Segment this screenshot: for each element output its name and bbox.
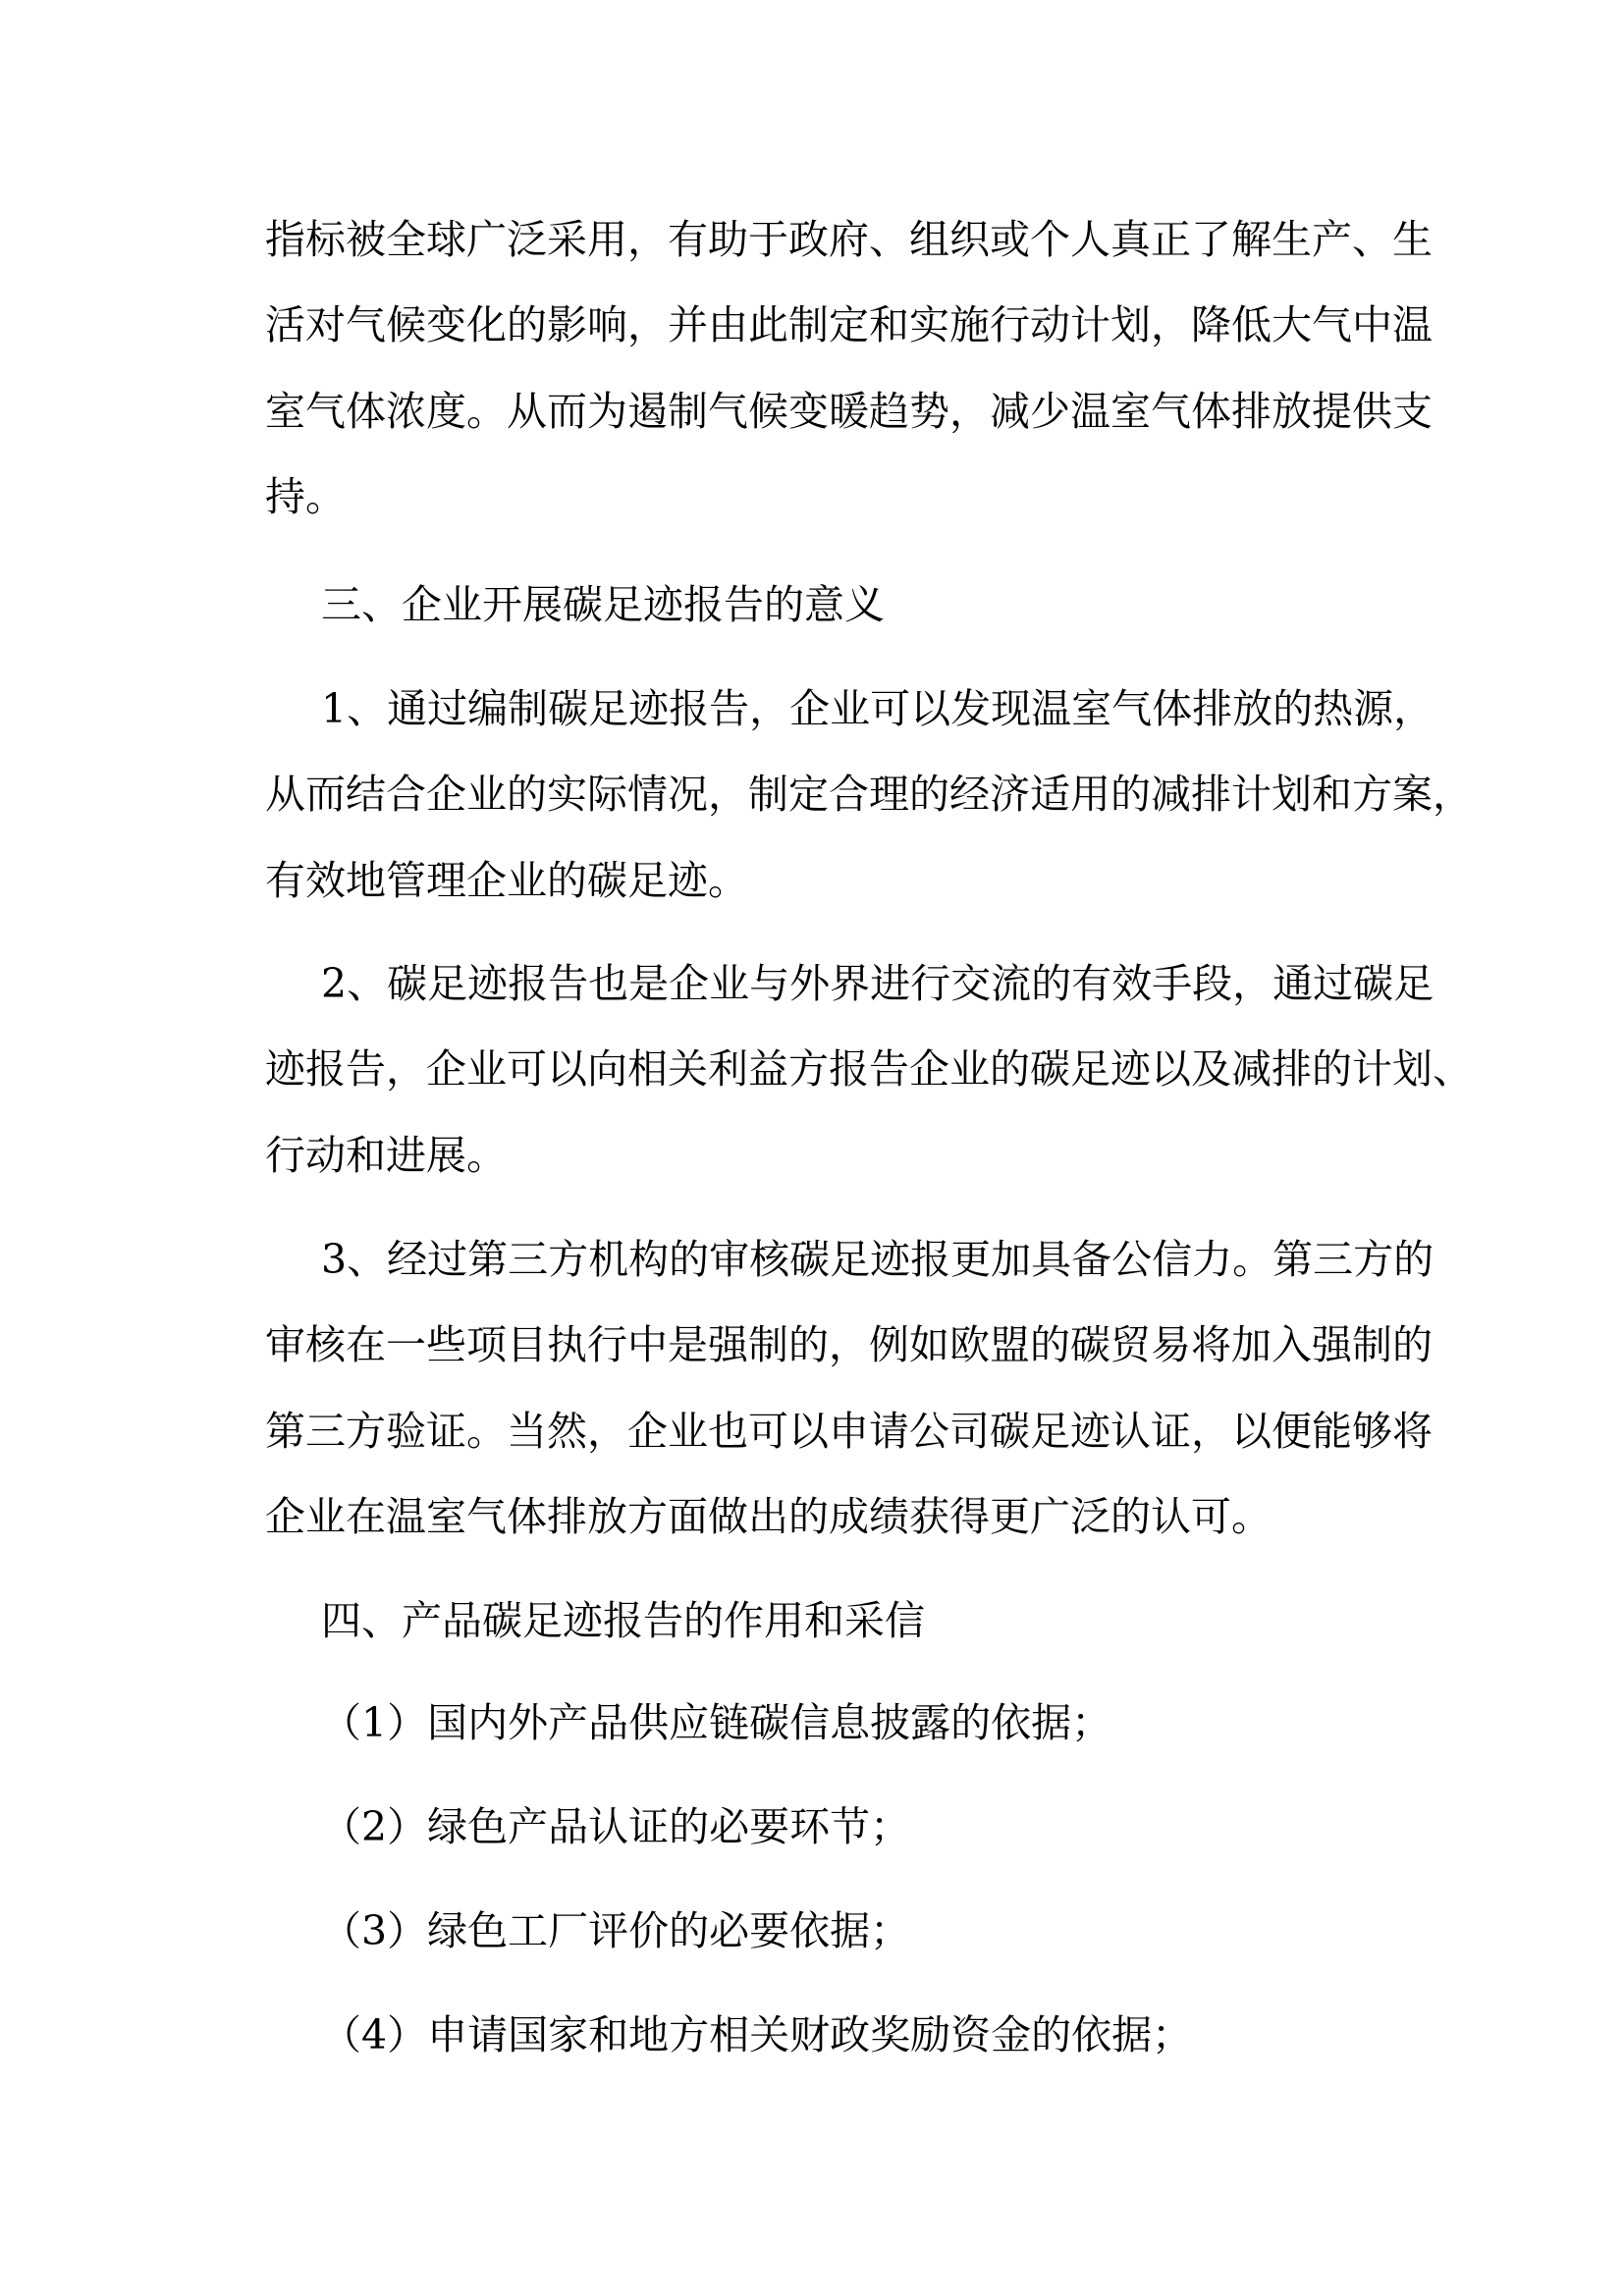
intro-line-1: 指标被全球广泛采用，有助于政府、组织或个人真正了解生产、生	[265, 216, 1433, 263]
list-item-1: （1）国内外产品供应链碳信息披露的依据；	[321, 1699, 1112, 1746]
item-3-line-4: 企业在温室气体排放方面做出的成绩获得更广泛的认可。	[265, 1493, 1272, 1540]
list-item-2: （2）绿色产品认证的必要环节；	[321, 1803, 911, 1850]
intro-line-2: 活对气候变化的影响，并由此制定和实施行动计划，降低大气中温	[265, 301, 1433, 348]
item-2-line-1: 2、碳足迹报告也是企业与外界进行交流的有效手段，通过碳足	[321, 960, 1435, 1007]
intro-line-3: 室气体浓度。从而为遏制气候变暖趋势，减少温室气体排放提供支	[265, 388, 1433, 435]
item-1-line-3: 有效地管理企业的碳足迹。	[265, 857, 748, 904]
item-3-line-3: 第三方验证。当然，企业也可以申请公司碳足迹认证，以便能够将	[265, 1408, 1433, 1455]
list-item-4: （4）申请国家和地方相关财政奖励资金的依据；	[321, 2011, 1193, 2058]
list-item-3: （3）绿色工厂评价的必要依据；	[321, 1907, 911, 1954]
item-3-line-2: 审核在一些项目执行中是强制的，例如欧盟的碳贸易将加入强制的	[265, 1321, 1433, 1368]
item-1-line-1: 1、通过编制碳足迹报告，企业可以发现温室气体排放的热源，	[321, 685, 1435, 732]
intro-line-4: 持。	[265, 473, 346, 520]
section-heading-4: 四、产品碳足迹报告的作用和采信	[321, 1597, 925, 1644]
item-3-line-1: 3、经过第三方机构的审核碳足迹报更加具备公信力。第三方的	[321, 1236, 1435, 1283]
item-2-line-2: 迹报告，企业可以向相关利益方报告企业的碳足迹以及减排的计划、	[265, 1045, 1473, 1093]
section-heading-3: 三、企业开展碳足迹报告的意义	[321, 581, 885, 628]
item-1-line-2: 从而结合企业的实际情况，制定合理的经济适用的减排计划和方案，	[265, 771, 1473, 818]
item-2-line-3: 行动和进展。	[265, 1132, 507, 1179]
